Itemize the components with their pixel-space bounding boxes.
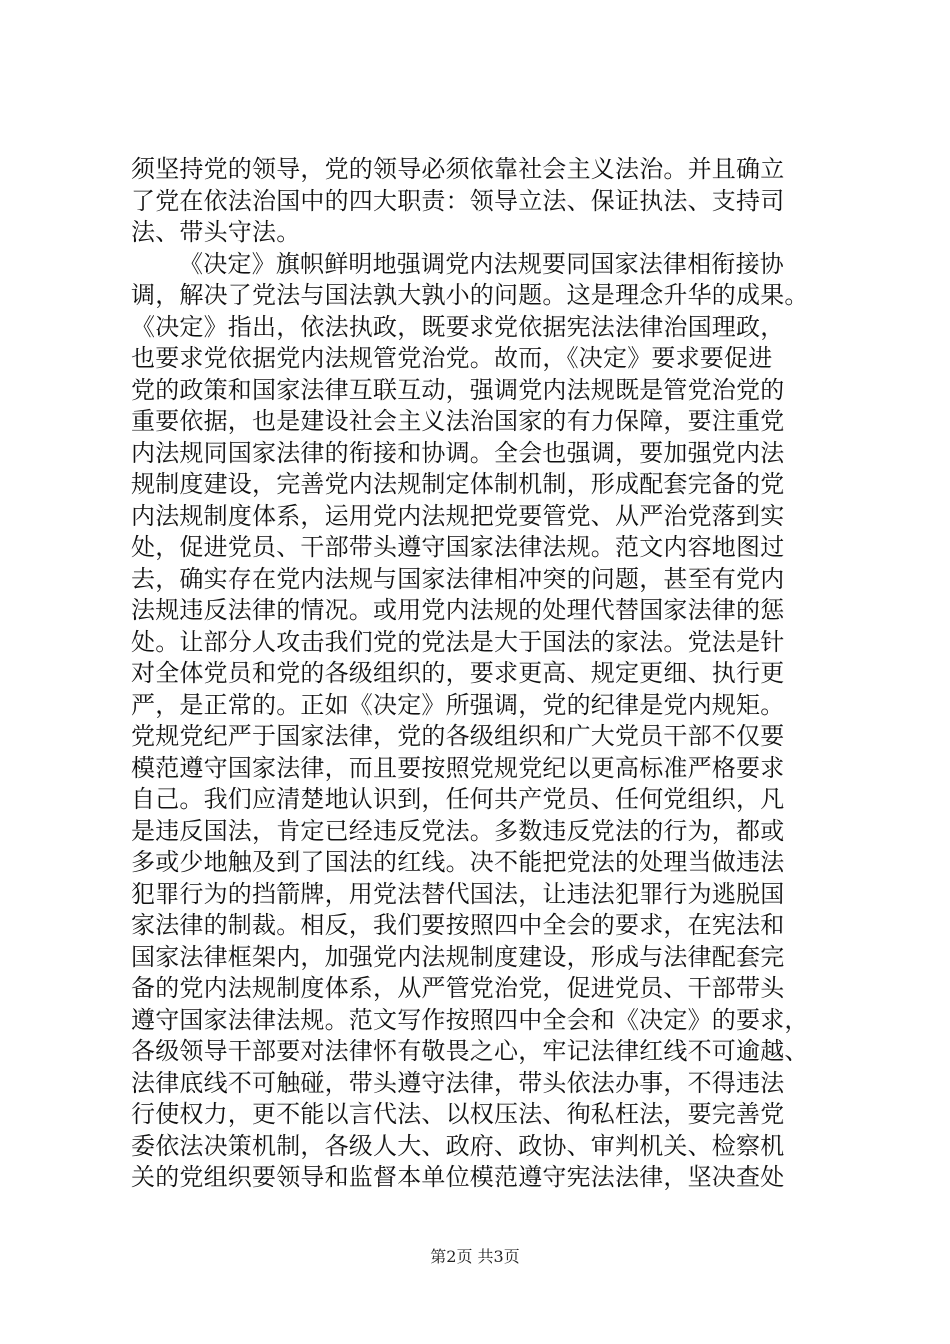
text-line: 遵守国家法律法规。范文写作按照四中全会和《决定》的要求， xyxy=(131,1005,809,1034)
text-line: 法律底线不可触碰，带头遵守法律，带头依法办事，不得违法 xyxy=(131,1068,785,1097)
text-line: 自己。我们应清楚地认识到，任何共产党员、任何党组织，凡 xyxy=(131,785,785,813)
text-line: 是违反国法，肯定已经违反党法。多数违反党法的行为，都或 xyxy=(131,816,785,845)
text-line: 各级领导干部要对法律怀有敬畏之心，牢记法律红线不可逾越、 xyxy=(131,1037,809,1065)
text-line: 多或少地触及到了国法的红线。决不能把党法的处理当做违法 xyxy=(131,848,785,876)
text-line: 模范遵守国家法律，而且要按照党规党纪以更高标准严格要求 xyxy=(131,753,785,782)
text-line: 严，是正常的。正如《决定》所强调，党的纪律是党内规矩。 xyxy=(131,690,785,719)
page-number-footer: 第2页 共3页 xyxy=(430,1247,520,1266)
text-line: 法规违反法律的情况。或用党内法规的处理代替国家法律的惩 xyxy=(131,596,785,624)
text-line: 家法律的制裁。相反，我们要按照四中全会的要求，在宪法和 xyxy=(131,911,785,939)
text-line: 党的政策和国家法律互联互动，强调党内法规既是管党治党的 xyxy=(131,375,785,404)
text-line: 重要依据，也是建设社会主义法治国家的有力保障，要注重党 xyxy=(131,407,785,435)
text-line: 处。让部分人攻击我们党的党法是大于国法的家法。党法是针 xyxy=(131,627,785,656)
text-line: 备的党内法规制度体系，从严管党治党，促进党员、干部带头 xyxy=(131,974,785,1002)
text-line: 关的党组织要领导和监督本单位模范遵守宪法法律，坚决查处 xyxy=(131,1163,785,1191)
text-line: 去，确实存在党内法规与国家法律相冲突的问题，甚至有党内 xyxy=(131,564,785,593)
text-line: 内法规同国家法律的衔接和协调。全会也强调，要加强党内法 xyxy=(131,438,785,467)
text-line: 国家法律框架内，加强党内法规制度建设，形成与法律配套完 xyxy=(131,942,785,971)
text-line: 委依法决策机制，各级人大、政府、政协、审判机关、检察机 xyxy=(131,1131,785,1160)
text-line: 规制度建设，完善党内法规制定体制机制，形成配套完备的党 xyxy=(131,470,785,498)
text-line: 也要求党依据党内法规管党治党。故而，《决定》要求要促进 xyxy=(131,344,773,372)
text-line: 《决定》指出，依法执政，既要求党依据宪法法律治国理政， xyxy=(131,312,785,341)
text-line: 了党在依法治国中的四大职责：领导立法、保证执法、支持司 xyxy=(131,186,785,215)
text-line: 党规党纪严于国家法律，党的各级组织和广大党员干部不仅要 xyxy=(131,722,785,750)
text-line: 对全体党员和党的各级组织的，要求更高、规定更细、执行更 xyxy=(131,659,785,687)
text-line: 处，促进党员、干部带头遵守国家法律法规。范文内容地图过 xyxy=(131,533,785,561)
text-line: 须坚持党的领导，党的领导必须依靠社会主义法治。并且确立 xyxy=(131,155,785,183)
text-line: 行使权力，更不能以言代法、以权压法、徇私枉法，要完善党 xyxy=(131,1100,785,1128)
text-line: 内法规制度体系，运用党内法规把党要管党、从严治党落到实 xyxy=(131,501,785,530)
text-line: 调，解决了党法与国法孰大孰小的问题。这是理念升华的成果。 xyxy=(131,281,809,309)
body-text xyxy=(131,154,831,1194)
text-line: 法、带头守法。 xyxy=(131,218,301,246)
paragraph-start-line: 《决定》旗帜鲜明地强调党内法规要同国家法律相衔接协 xyxy=(179,249,784,278)
text-line: 犯罪行为的挡箭牌，用党法替代国法，让违法犯罪行为逃脱国 xyxy=(131,879,785,908)
